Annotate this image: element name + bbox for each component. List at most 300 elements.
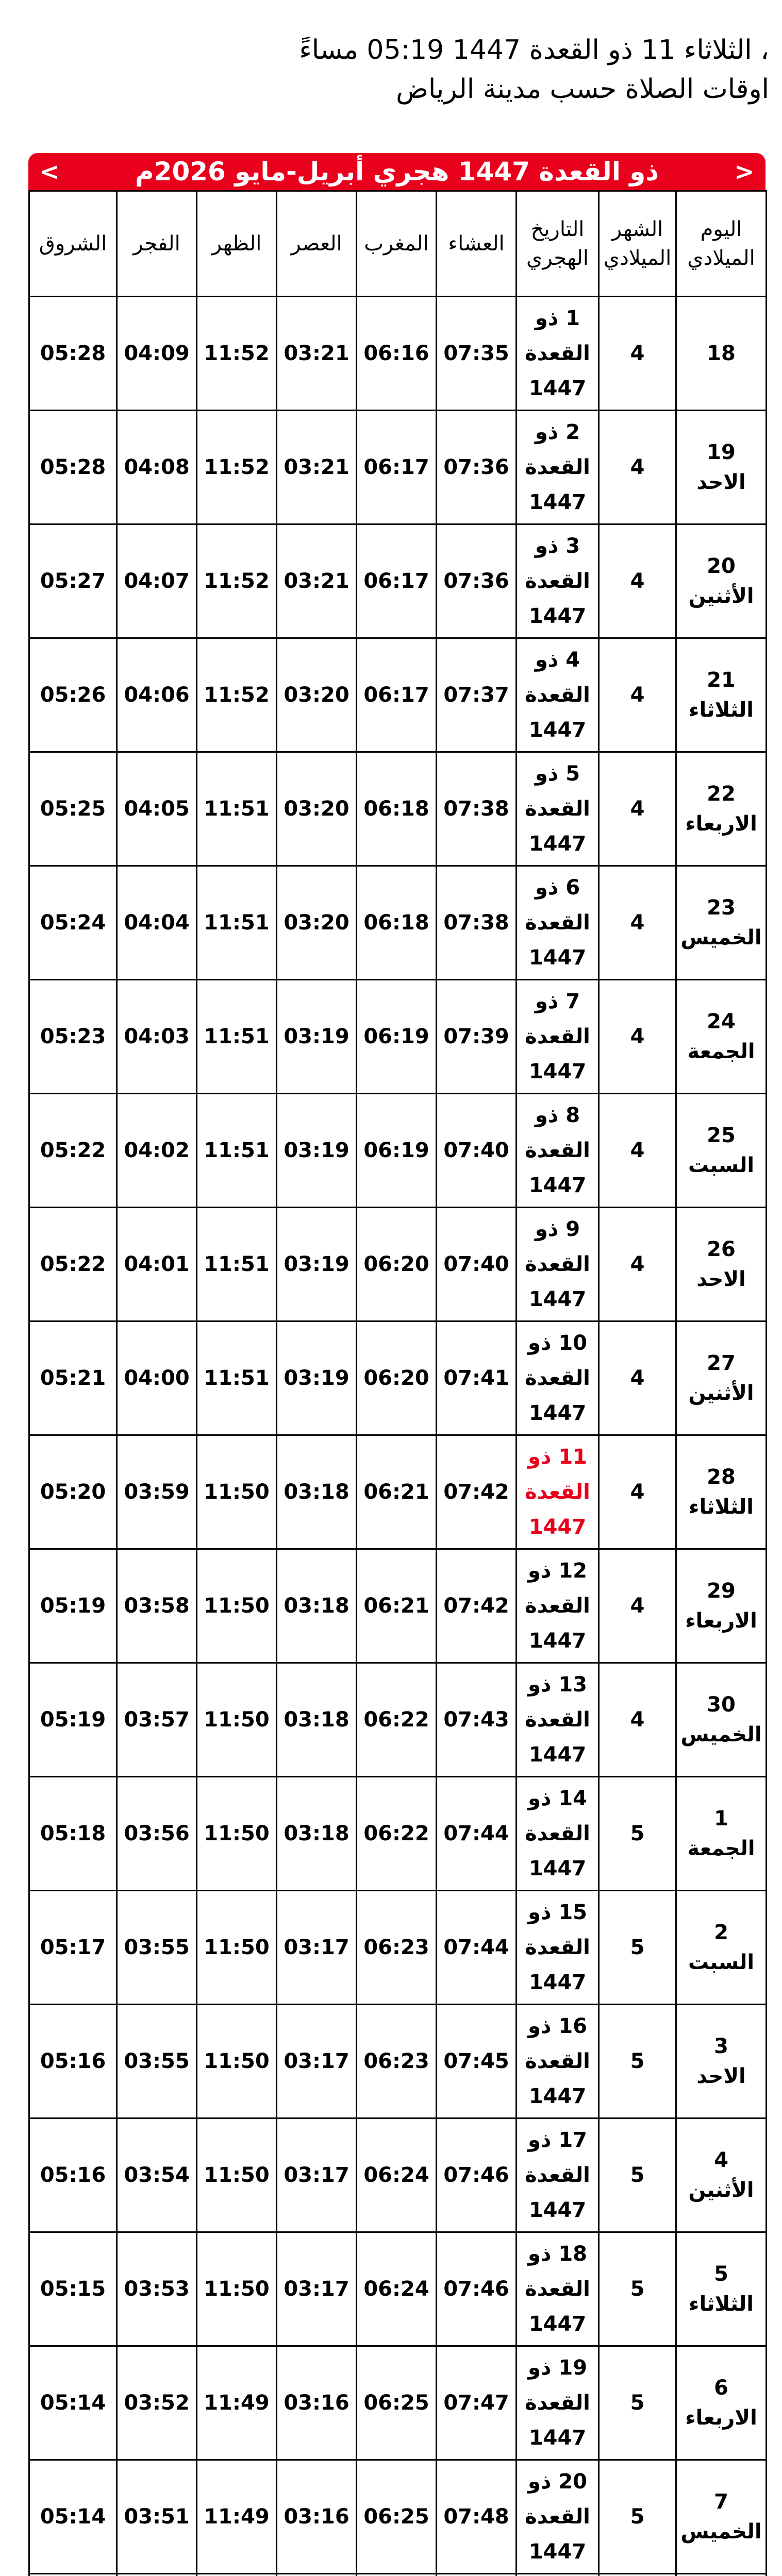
gregorian-day-cell-gweekday: الثلاثاء [689, 2292, 754, 2316]
hijri-date-cell [517, 2460, 599, 2574]
fajr-cell-fajr: 04:06 [124, 683, 190, 707]
fajr-cell-fajr: 03:51 [124, 2505, 190, 2529]
fajr-cell [117, 297, 197, 411]
hijri-date-cell [517, 2119, 599, 2232]
sunrise-cell-sunrise: 05:19 [40, 1594, 106, 1618]
fajr-cell-fajr: 04:09 [124, 342, 190, 365]
gregorian-month-cell [599, 2119, 676, 2232]
table-row [29, 1663, 767, 1777]
maghrib-cell [357, 2346, 437, 2460]
fajr-cell-fajr: 04:07 [124, 569, 190, 593]
gregorian-day-cell-gday: 4 [714, 2148, 728, 2172]
gregorian-month-cell [599, 1891, 676, 2005]
fajr-cell [117, 2460, 197, 2574]
dhuhr-cell [197, 524, 277, 638]
gregorian-day-cell [676, 752, 767, 866]
asr-cell-asr: 03:19 [284, 1252, 350, 1276]
maghrib-cell [357, 411, 437, 524]
hijri-date-cell-hday: 10 ذو [528, 1331, 587, 1355]
gregorian-day-cell-gday: 20 [707, 554, 736, 578]
dhuhr-cell [197, 1663, 277, 1777]
gregorian-month-cell [599, 752, 676, 866]
hijri-date-cell-hmonth: القعدة [525, 455, 590, 479]
sunrise-cell-sunrise: 05:28 [40, 455, 106, 479]
isha-cell [437, 1777, 517, 1891]
table-row [29, 1321, 767, 1435]
isha-cell [437, 1094, 517, 1208]
gregorian-day-cell [676, 411, 767, 524]
dhuhr-cell [197, 2460, 277, 2574]
maghrib-cell [357, 2232, 437, 2346]
isha-cell-isha: 07:44 [443, 1822, 509, 1845]
gregorian-day-cell [676, 1777, 767, 1891]
hijri-date-cell-hmonth: القعدة [525, 1936, 590, 1959]
asr-cell [277, 2346, 357, 2460]
maghrib-cell [357, 1208, 437, 1321]
gregorian-day-cell [676, 866, 767, 980]
gregorian-month-cell [599, 1321, 676, 1435]
maghrib-cell-maghrib: 06:17 [363, 569, 429, 593]
gregorian-day-cell [676, 1321, 767, 1435]
gregorian-day-cell [676, 2460, 767, 2574]
gregorian-month-cell-gmonth: 4 [630, 1594, 645, 1618]
maghrib-cell-maghrib: 06:25 [363, 2505, 429, 2529]
next-month-arrow-icon[interactable]: < [40, 158, 60, 185]
hijri-date-cell-hmonth: القعدة [525, 1708, 590, 1732]
sunrise-cell [29, 1891, 117, 2005]
gregorian-month-cell [599, 1549, 676, 1663]
table-row [29, 2005, 767, 2119]
dhuhr-cell-dhuhr: 11:50 [204, 2163, 270, 2187]
asr-cell-asr: 03:17 [284, 2049, 350, 2073]
gregorian-day-cell-gday: 2 [714, 1921, 728, 1944]
gregorian-day-cell-gweekday: الاربعاء [685, 812, 757, 836]
asr-cell [277, 2460, 357, 2574]
asr-cell [277, 1435, 357, 1549]
hijri-date-cell-hmonth: القعدة [525, 2277, 590, 2301]
dhuhr-cell [197, 1094, 277, 1208]
isha-cell-isha: 07:35 [443, 342, 509, 365]
hijri-date-cell-hday: 14 ذو [528, 1787, 587, 1810]
asr-cell-asr: 03:17 [284, 1936, 350, 1959]
isha-cell [437, 1208, 517, 1321]
dhuhr-cell [197, 2346, 277, 2460]
table-row [29, 866, 767, 980]
dhuhr-cell-dhuhr: 11:52 [204, 569, 270, 593]
hijri-date-cell-hmonth: القعدة [525, 1480, 590, 1504]
dhuhr-cell [197, 2574, 277, 2576]
maghrib-cell [357, 1891, 437, 2005]
hijri-date-cell-hday: 7 ذو [535, 990, 580, 1013]
gregorian-day-cell-gweekday: الأثنين [688, 1381, 754, 1405]
hijri-date-cell-hyear: 1447 [528, 1515, 587, 1539]
header-row [29, 191, 767, 297]
isha-cell [437, 752, 517, 866]
gregorian-day-cell-gweekday: الخميس [680, 2520, 762, 2544]
gregorian-day-cell-gweekday: الأثنين [688, 584, 754, 608]
maghrib-cell-maghrib: 06:19 [363, 1139, 429, 1162]
hijri-date-cell-hyear: 1447 [528, 2084, 587, 2108]
hijri-date-cell [517, 2005, 599, 2119]
gregorian-day-cell [676, 524, 767, 638]
gregorian-day-cell-gday: 26 [707, 1238, 736, 1261]
isha-cell [437, 1663, 517, 1777]
table-row [29, 524, 767, 638]
asr-cell-asr: 03:20 [284, 911, 350, 935]
fajr-cell [117, 638, 197, 752]
fajr-cell [117, 1321, 197, 1435]
sunrise-cell-sunrise: 05:16 [40, 2163, 106, 2187]
hijri-date-cell-hyear: 1447 [528, 1060, 587, 1083]
gregorian-day-cell-gweekday: الخميس [680, 1723, 762, 1747]
sunrise-cell-sunrise: 05:23 [40, 1025, 106, 1048]
hijri-date-cell-hyear: 1447 [528, 1743, 587, 1767]
asr-cell [277, 1549, 357, 1663]
asr-cell-asr: 03:18 [284, 1480, 350, 1504]
hijri-date-cell-hyear: 1447 [528, 832, 587, 856]
fajr-cell [117, 1777, 197, 1891]
table-row [29, 1435, 767, 1549]
hijri-date-cell [517, 411, 599, 524]
gregorian-day-cell [676, 1663, 767, 1777]
hijri-date-cell-hyear: 1447 [528, 2312, 587, 2336]
isha-cell-isha: 07:40 [443, 1139, 509, 1162]
sunrise-cell [29, 2574, 117, 2576]
hijri-date-cell [517, 1663, 599, 1777]
gregorian-month-cell [599, 2460, 676, 2574]
gregorian-day-cell-gweekday: الأثنين [688, 2178, 754, 2202]
gregorian-month-cell-gmonth: 4 [630, 342, 645, 365]
gregorian-month-cell-gmonth: 5 [630, 2391, 645, 2415]
fajr-cell-fajr: 03:53 [124, 2277, 190, 2301]
hijri-date-cell-hday: 19 ذو [528, 2356, 587, 2380]
hijri-date-cell-hyear: 1447 [528, 1971, 587, 1994]
table-row [29, 1891, 767, 2005]
hijri-date-cell-hday: 2 ذو [535, 420, 580, 444]
asr-cell-asr: 03:18 [284, 1594, 350, 1618]
fajr-cell-fajr: 04:08 [124, 455, 190, 479]
gregorian-day-cell-gday: 5 [714, 2262, 728, 2286]
gregorian-day-cell-gday: 7 [714, 2490, 728, 2514]
hijri-date-cell-hday: 8 ذو [535, 1104, 580, 1127]
isha-cell-isha: 07:47 [443, 2391, 509, 2415]
table-row [29, 1208, 767, 1321]
gregorian-month-cell-gmonth: 4 [630, 683, 645, 707]
sunrise-cell [29, 980, 117, 1094]
isha-cell-isha: 07:46 [443, 2163, 509, 2187]
asr-cell [277, 638, 357, 752]
fajr-cell [117, 1208, 197, 1321]
sunrise-cell-sunrise: 05:20 [40, 1480, 106, 1504]
hijri-date-cell-hday: 3 ذو [535, 534, 580, 558]
asr-cell [277, 1777, 357, 1891]
dhuhr-cell [197, 1321, 277, 1435]
asr-cell-asr: 03:21 [284, 569, 350, 593]
gregorian-day-cell [676, 2005, 767, 2119]
sunrise-cell [29, 1321, 117, 1435]
gregorian-day-cell-gday: 25 [707, 1124, 736, 1147]
asr-cell [277, 2232, 357, 2346]
gregorian-day-cell-gday: 27 [707, 1351, 736, 1375]
gregorian-month-cell-gmonth: 5 [630, 1822, 645, 1845]
table-row [29, 1777, 767, 1891]
hijri-date-cell [517, 1435, 599, 1549]
hijri-date-cell-hmonth: القعدة [525, 2505, 590, 2529]
gregorian-day-cell-gday: 18 [707, 342, 736, 365]
table-row [29, 1549, 767, 1663]
hijri-date-cell-hyear: 1447 [528, 377, 587, 400]
dhuhr-cell [197, 1777, 277, 1891]
gregorian-day-cell-gweekday: الجمعة [687, 1040, 755, 1063]
hijri-date-cell-hmonth: القعدة [525, 911, 590, 935]
asr-cell-asr: 03:19 [284, 1366, 350, 1390]
dhuhr-cell [197, 2119, 277, 2232]
sunrise-cell-sunrise: 05:19 [40, 1708, 106, 1732]
table-row [29, 2346, 767, 2460]
hijri-date-cell [517, 980, 599, 1094]
gregorian-month-cell-gmonth: 4 [630, 1139, 645, 1162]
gregorian-day-cell [676, 2574, 767, 2576]
table-row [29, 980, 767, 1094]
fajr-cell-fajr: 03:54 [124, 2163, 190, 2187]
gregorian-day-cell-gday: 23 [707, 896, 736, 920]
sunrise-cell-sunrise: 05:27 [40, 569, 106, 593]
sunrise-cell-sunrise: 05:22 [40, 1139, 106, 1162]
gregorian-month-cell [599, 1094, 676, 1208]
asr-cell [277, 752, 357, 866]
hijri-date-cell-hmonth: القعدة [525, 1822, 590, 1845]
table-row [29, 1094, 767, 1208]
gregorian-day-cell-gweekday: السبت [688, 1154, 755, 1177]
dhuhr-cell [197, 866, 277, 980]
fajr-cell [117, 1891, 197, 2005]
dhuhr-cell-dhuhr: 11:50 [204, 1708, 270, 1732]
fajr-cell [117, 2346, 197, 2460]
fajr-cell-fajr: 03:56 [124, 1822, 190, 1845]
hijri-date-cell-hmonth: القعدة [525, 683, 590, 707]
maghrib-cell-maghrib: 06:24 [363, 2163, 429, 2187]
dhuhr-cell-dhuhr: 11:51 [204, 1025, 270, 1048]
maghrib-cell-maghrib: 06:24 [363, 2277, 429, 2301]
col-maghrib: المغرب [357, 191, 437, 297]
gregorian-month-cell-gmonth: 4 [630, 797, 645, 821]
asr-cell [277, 1321, 357, 1435]
gregorian-day-cell-gweekday: الاربعاء [685, 1609, 757, 1633]
asr-cell [277, 866, 357, 980]
sunrise-cell-sunrise: 05:22 [40, 1252, 106, 1276]
isha-cell-isha: 07:38 [443, 911, 509, 935]
maghrib-cell-maghrib: 06:25 [363, 2391, 429, 2415]
hijri-date-cell-hmonth: القعدة [525, 1252, 590, 1276]
gregorian-month-cell [599, 297, 676, 411]
gregorian-day-cell [676, 1208, 767, 1321]
fajr-cell-fajr: 03:58 [124, 1594, 190, 1618]
asr-cell [277, 297, 357, 411]
fajr-cell-fajr: 03:52 [124, 2391, 190, 2415]
gregorian-month-cell [599, 2005, 676, 2119]
gregorian-day-cell [676, 297, 767, 411]
fajr-cell [117, 1663, 197, 1777]
dhuhr-cell-dhuhr: 11:51 [204, 911, 270, 935]
isha-cell-isha: 07:42 [443, 1594, 509, 1618]
gregorian-month-cell-gmonth: 5 [630, 2163, 645, 2187]
table-row [29, 2574, 767, 2576]
sunrise-cell-sunrise: 05:25 [40, 797, 106, 821]
hijri-date-cell-hyear: 1447 [528, 1401, 587, 1425]
gregorian-day-cell-gweekday: الاحد [696, 2064, 746, 2088]
hijri-date-cell-hday: 15 ذو [528, 1901, 587, 1924]
col-dhuhr: الظهر [197, 191, 277, 297]
gregorian-month-cell-gmonth: 4 [630, 911, 645, 935]
isha-cell [437, 1435, 517, 1549]
hijri-date-cell [517, 1549, 599, 1663]
maghrib-cell [357, 638, 437, 752]
sunrise-cell [29, 1094, 117, 1208]
gregorian-day-cell [676, 2346, 767, 2460]
col-fajr: الفجر [117, 191, 197, 297]
gregorian-month-cell [599, 1663, 676, 1777]
hijri-date-cell-hmonth: القعدة [525, 1594, 590, 1618]
fajr-cell-fajr: 04:05 [124, 797, 190, 821]
maghrib-cell-maghrib: 06:20 [363, 1366, 429, 1390]
asr-cell-asr: 03:21 [284, 455, 350, 479]
hijri-date-cell-hday: 12 ذو [528, 1559, 587, 1583]
fajr-cell-fajr: 04:00 [124, 1366, 190, 1390]
gregorian-day-cell [676, 1435, 767, 1549]
hijri-date-cell [517, 1891, 599, 2005]
gregorian-day-cell [676, 1094, 767, 1208]
dhuhr-cell-dhuhr: 11:52 [204, 455, 270, 479]
gregorian-month-cell [599, 1777, 676, 1891]
gregorian-month-cell [599, 980, 676, 1094]
dhuhr-cell [197, 411, 277, 524]
dhuhr-cell [197, 1891, 277, 2005]
maghrib-cell [357, 297, 437, 411]
hijri-date-cell-hyear: 1447 [528, 604, 587, 628]
gregorian-day-cell-gweekday: الاربعاء [685, 2406, 757, 2430]
table-row [29, 638, 767, 752]
isha-cell-isha: 07:43 [443, 1708, 509, 1732]
sunrise-cell-sunrise: 05:26 [40, 683, 106, 707]
isha-cell [437, 2005, 517, 2119]
isha-cell-isha: 07:36 [443, 455, 509, 479]
asr-cell [277, 980, 357, 1094]
maghrib-cell [357, 866, 437, 980]
hijri-date-cell-hday: 6 ذو [535, 876, 580, 900]
maghrib-cell [357, 2119, 437, 2232]
fajr-cell-fajr: 03:57 [124, 1708, 190, 1732]
dhuhr-cell [197, 2232, 277, 2346]
table-row [29, 2232, 767, 2346]
hijri-date-cell-hyear: 1447 [528, 490, 587, 514]
asr-cell [277, 524, 357, 638]
isha-cell [437, 524, 517, 638]
fajr-cell [117, 1094, 197, 1208]
dhuhr-cell-dhuhr: 11:50 [204, 2049, 270, 2073]
asr-cell-asr: 03:16 [284, 2391, 350, 2415]
gregorian-month-cell [599, 524, 676, 638]
isha-cell-isha: 07:39 [443, 1025, 509, 1048]
isha-cell [437, 866, 517, 980]
col-asr: العصر [277, 191, 357, 297]
maghrib-cell-maghrib: 06:22 [363, 1708, 429, 1732]
hijri-date-cell [517, 524, 599, 638]
sunrise-cell [29, 411, 117, 524]
hijri-date-cell-hday: 9 ذو [535, 1217, 580, 1241]
asr-cell [277, 1663, 357, 1777]
gregorian-day-cell-gday: 30 [707, 1693, 736, 1717]
isha-cell [437, 2119, 517, 2232]
fajr-cell-fajr: 04:03 [124, 1025, 190, 1048]
maghrib-cell-maghrib: 06:21 [363, 1594, 429, 1618]
maghrib-cell [357, 1321, 437, 1435]
page-header [0, 0, 782, 149]
gregorian-month-cell [599, 866, 676, 980]
sunrise-cell [29, 2346, 117, 2460]
dhuhr-cell-dhuhr: 11:52 [204, 342, 270, 365]
dhuhr-cell-dhuhr: 11:50 [204, 1480, 270, 1504]
gregorian-day-cell-gweekday: السبت [688, 1951, 755, 1974]
hijri-date-cell [517, 2232, 599, 2346]
dhuhr-cell-dhuhr: 11:52 [204, 683, 270, 707]
gregorian-day-cell-gday: 19 [707, 440, 736, 464]
gregorian-month-cell [599, 411, 676, 524]
isha-cell-isha: 07:42 [443, 1480, 509, 1504]
isha-cell [437, 638, 517, 752]
col-gregorian-day: اليوم الميلادي [676, 191, 767, 297]
hijri-date-cell [517, 2574, 599, 2576]
table-row [29, 297, 767, 411]
asr-cell [277, 411, 357, 524]
isha-cell [437, 1891, 517, 2005]
gregorian-month-cell-gmonth: 4 [630, 455, 645, 479]
gregorian-day-cell [676, 1549, 767, 1663]
dhuhr-cell-dhuhr: 11:51 [204, 1252, 270, 1276]
hijri-date-cell-hday: 16 ذو [528, 2014, 587, 2038]
fajr-cell [117, 524, 197, 638]
fajr-cell [117, 980, 197, 1094]
gregorian-month-cell [599, 638, 676, 752]
isha-cell-isha: 07:40 [443, 1252, 509, 1276]
isha-cell [437, 297, 517, 411]
gregorian-month-cell [599, 1435, 676, 1549]
fajr-cell-fajr: 04:01 [124, 1252, 190, 1276]
times-grid [28, 190, 767, 2576]
gregorian-day-cell [676, 2119, 767, 2232]
col-sunrise: الشروق [29, 191, 117, 297]
gregorian-day-cell-gday: 3 [714, 2035, 728, 2058]
fajr-cell [117, 2574, 197, 2576]
gregorian-day-cell [676, 638, 767, 752]
hijri-date-cell-hday: 1 ذو [535, 307, 580, 330]
dhuhr-cell-dhuhr: 11:50 [204, 1936, 270, 1959]
dhuhr-cell-dhuhr: 11:51 [204, 1366, 270, 1390]
sunrise-cell [29, 1549, 117, 1663]
maghrib-cell-maghrib: 06:16 [363, 342, 429, 365]
sunrise-cell [29, 1777, 117, 1891]
sunrise-cell-sunrise: 05:28 [40, 342, 106, 365]
previous-month-arrow-icon[interactable]: > [734, 158, 754, 185]
hijri-date-cell-hyear: 1447 [528, 2426, 587, 2450]
sunrise-cell-sunrise: 05:16 [40, 2049, 106, 2073]
gregorian-day-cell [676, 980, 767, 1094]
hijri-date-cell-hday: 13 ذو [528, 1673, 587, 1697]
sunrise-cell-sunrise: 05:14 [40, 2391, 106, 2415]
hijri-date-cell-hyear: 1447 [528, 1629, 587, 1653]
table-row [29, 2119, 767, 2232]
hijri-date-cell-hmonth: القعدة [525, 569, 590, 593]
maghrib-cell [357, 524, 437, 638]
